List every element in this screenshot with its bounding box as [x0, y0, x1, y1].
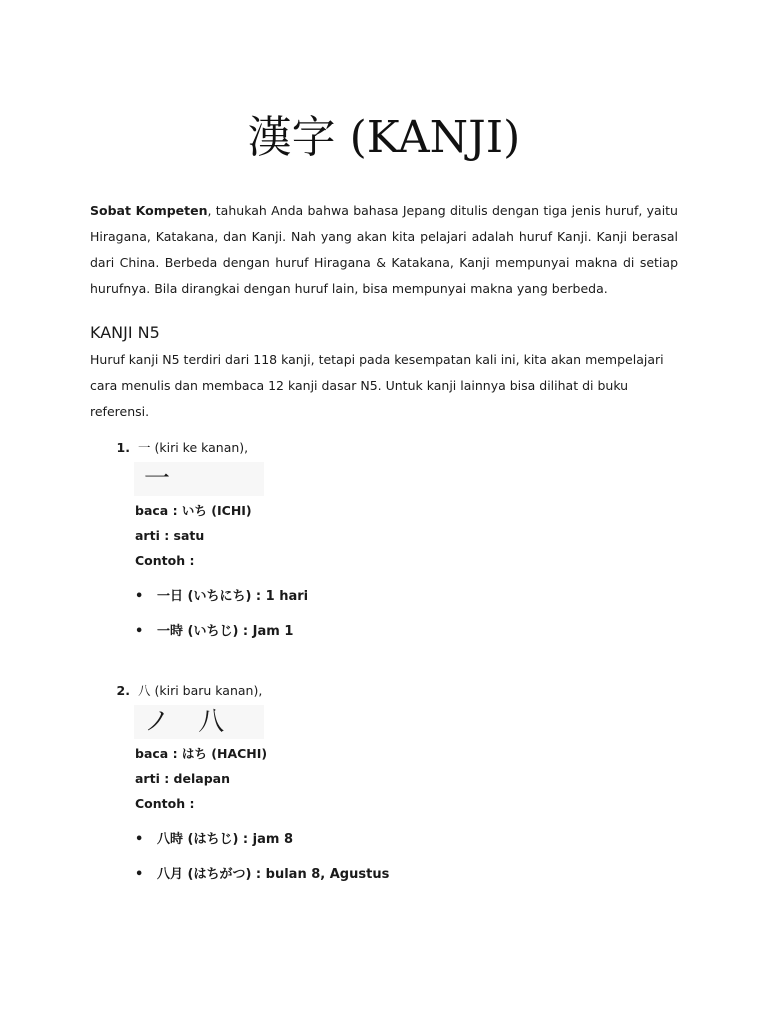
example-label: Contoh :	[135, 553, 195, 568]
intro-text: , tahukah Anda bahwa bahasa Jepang ditulis dengan tiga jenis huruf, yaitu Hiragana, Katakana, dan Kanji. Nah yang akan kita pelajari adalah huruf Kanji. Kanji berasal dari China. Berbeda dengan huruf Hiragana & Katakana, Kanji mempunyai makna di setiap hurufnya. Bila dirangkai dengan huruf lain, bisa mempunyai makna yang berbeda.	[90, 203, 678, 296]
kanji-item-2	[90, 681, 690, 892]
reading: baca : いち (ICHI)	[135, 503, 252, 518]
meaning: arti : satu	[135, 528, 205, 543]
section-heading: KANJI N5	[90, 323, 160, 342]
list-item: • 八時 (はちじ) : jam 8	[157, 822, 690, 857]
item-kanji: 八	[138, 683, 151, 698]
meaning: arti : delapan	[135, 771, 230, 786]
item-heading	[90, 681, 690, 701]
item-direction: (kiri ke kanan),	[150, 440, 249, 455]
item-number: 1.	[116, 440, 130, 455]
intro-bold-lead: Sobat Kompeten	[90, 203, 208, 218]
example-list	[90, 579, 690, 649]
list-item: • 八月 (はちがつ) : bulan 8, Agustus	[157, 857, 690, 892]
intro-paragraph	[90, 198, 678, 302]
stroke-order: 一	[134, 462, 264, 496]
stroke-order: ノ 八	[134, 705, 264, 739]
list-item: • 一日 (いちにち) : 1 hari	[157, 579, 690, 614]
kanji-item-1	[90, 438, 690, 649]
item-kanji: 一	[138, 440, 151, 455]
item-direction: (kiri baru kanan),	[150, 683, 263, 698]
page-title: 漢字 (KANJI)	[247, 112, 521, 163]
example-list	[90, 822, 690, 892]
section-description: Huruf kanji N5 terdiri dari 118 kanji, tetapi pada kesempatan kali ini, kita akan mempelajari cara menulis dan membaca 12 kanji dasar N5. Untuk kanji lainnya bisa dilihat di buku referensi.	[90, 352, 664, 419]
example-label: Contoh :	[135, 796, 195, 811]
item-number: 2.	[116, 683, 130, 698]
reading: baca : はち (HACHI)	[135, 746, 268, 761]
item-heading	[90, 438, 690, 458]
list-item: • 一時 (いちじ) : Jam 1	[157, 614, 690, 649]
